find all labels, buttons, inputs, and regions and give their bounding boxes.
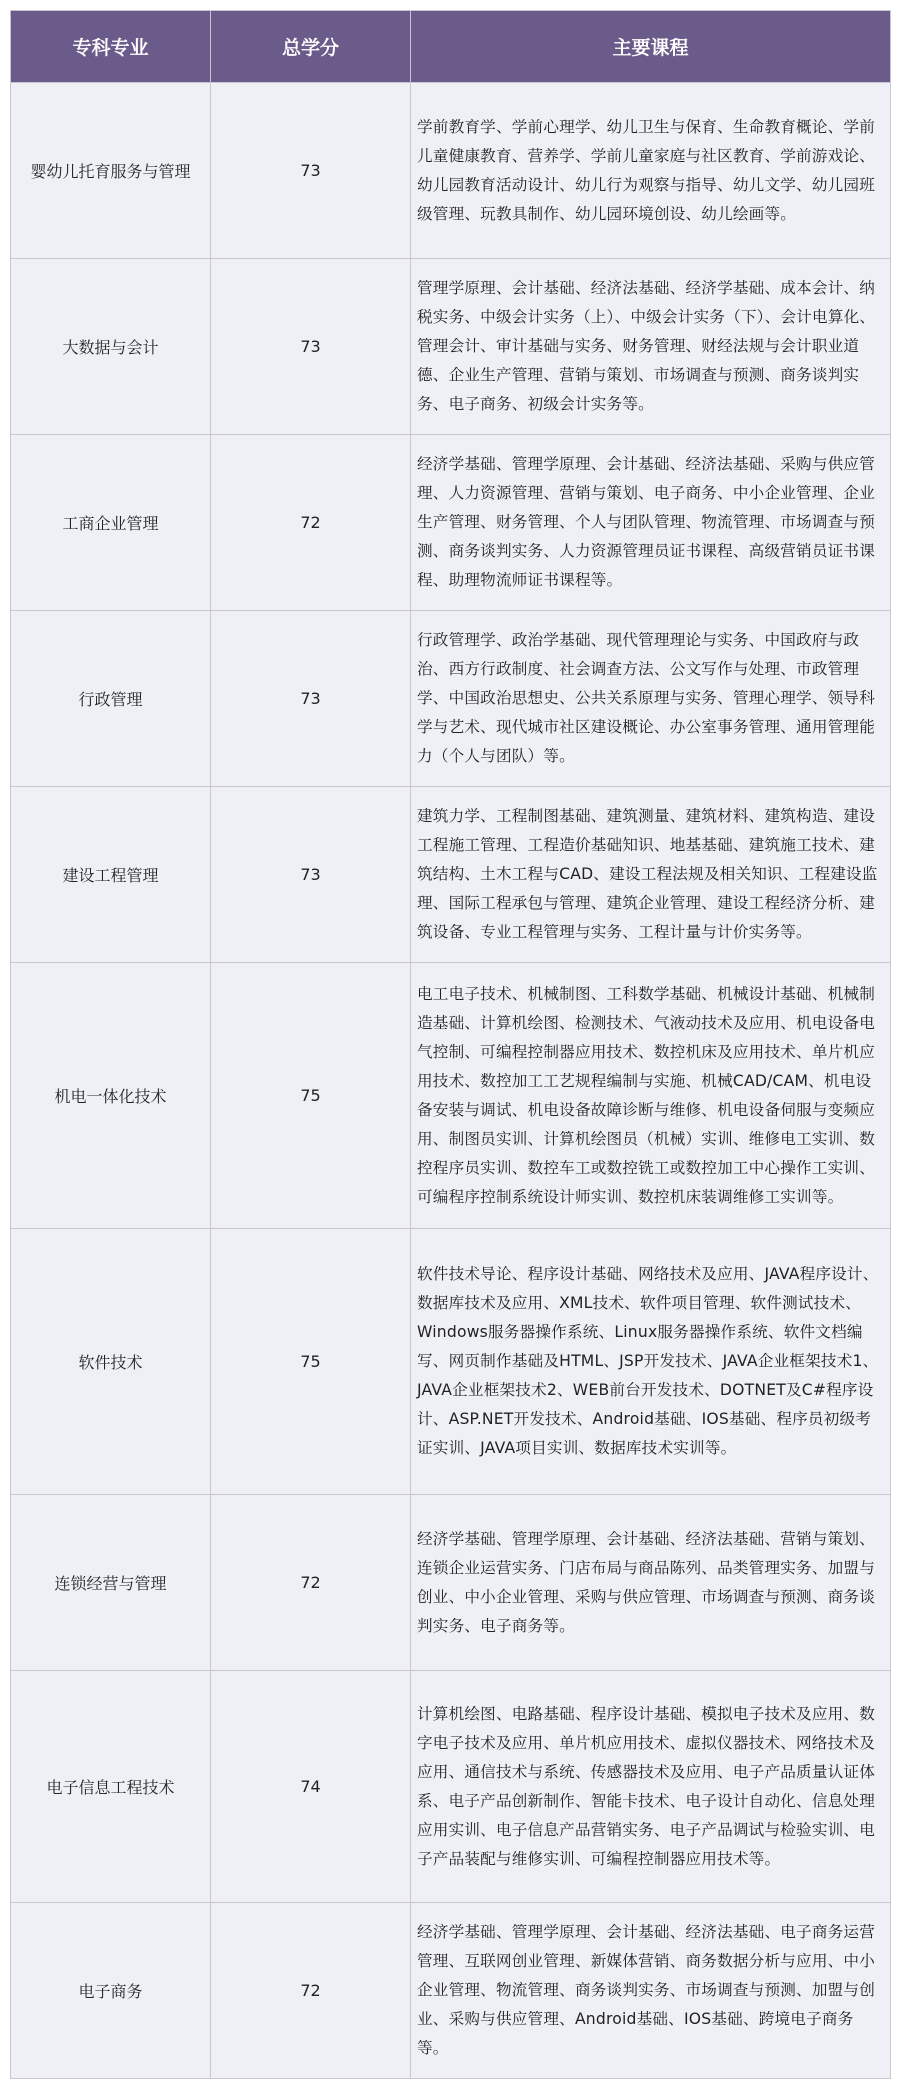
header-major: 专科专业 — [11, 11, 211, 83]
table-row — [11, 1229, 891, 1495]
credits-cell: 72 — [211, 1903, 411, 2079]
credits-cell: 73 — [211, 787, 411, 963]
table-row — [11, 1495, 891, 1671]
major-cell: 工商企业管理 — [11, 435, 211, 611]
credits-cell: 73 — [211, 259, 411, 435]
table-row — [11, 1671, 891, 1903]
table-row — [11, 83, 891, 259]
table-row — [11, 435, 891, 611]
table-row — [11, 611, 891, 787]
credits-cell: 72 — [211, 435, 411, 611]
credits-cell: 75 — [211, 963, 411, 1229]
table-header-row — [11, 11, 891, 83]
table-row — [11, 1903, 891, 2079]
header-credits: 总学分 — [211, 11, 411, 83]
header-courses: 主要课程 — [411, 11, 891, 83]
courses-cell: 经济学基础、管理学原理、会计基础、经济法基础、营销与策划、连锁企业运营实务、门店布局与商品陈列、品类管理实务、加盟与创业、中小企业管理、采购与供应管理、市场调查与预测、商务谈判实务、电子商务等。 — [411, 1495, 891, 1671]
courses-cell: 软件技术导论、程序设计基础、网络技术及应用、JAVA程序设计、数据库技术及应用、XML技术、软件项目管理、软件测试技术、Windows服务器操作系统、Linux服务器操作系统、软件文档编写、网页制作基础及HTML、JSP开发技术、JAVA企业框架技术1、JAVA企业框架技术2、WEB前台开发技术、DOTNET及C#程序设计、ASP.NET开发技术、Android基础、IOS基础、程序员初级考证实训、JAVA项目实训、数据库技术实训等。 — [411, 1229, 891, 1495]
courses-cell: 电工电子技术、机械制图、工科数学基础、机械设计基础、机械制造基础、计算机绘图、检测技术、气液动技术及应用、机电设备电气控制、可编程控制器应用技术、数控机床及应用技术、单片机应用技术、数控加工工艺规程编制与实施、机械CAD/CAM、机电设备安装与调试、机电设备故障诊断与维修、机电设备伺服与变频应用、制图员实训、计算机绘图员（机械）实训、维修电工实训、数控程序员实训、数控车工或数控铣工或数控加工中心操作工实训、可编程序控制系统设计师实训、数控机床装调维修工实训等。 — [411, 963, 891, 1229]
major-cell: 软件技术 — [11, 1229, 211, 1495]
major-cell: 婴幼儿托育服务与管理 — [11, 83, 211, 259]
major-cell: 建设工程管理 — [11, 787, 211, 963]
courses-cell: 计算机绘图、电路基础、程序设计基础、模拟电子技术及应用、数字电子技术及应用、单片机应用技术、虚拟仪器技术、网络技术及应用、通信技术与系统、传感器技术及应用、电子产品质量认证体系、电子产品创新制作、智能卡技术、电子设计自动化、信息处理应用实训、电子信息产品营销实务、电子产品调试与检验实训、电子产品装配与维修实训、可编程控制器应用技术等。 — [411, 1671, 891, 1903]
major-cell: 大数据与会计 — [11, 259, 211, 435]
credits-cell: 73 — [211, 611, 411, 787]
courses-cell: 学前教育学、学前心理学、幼儿卫生与保育、生命教育概论、学前儿童健康教育、营养学、学前儿童家庭与社区教育、学前游戏论、幼儿园教育活动设计、幼儿行为观察与指导、幼儿文学、幼儿园班级管理、玩教具制作、幼儿园环境创设、幼儿绘画等。 — [411, 83, 891, 259]
credits-cell: 72 — [211, 1495, 411, 1671]
major-cell: 行政管理 — [11, 611, 211, 787]
major-cell: 连锁经营与管理 — [11, 1495, 211, 1671]
courses-cell: 经济学基础、管理学原理、会计基础、经济法基础、采购与供应管理、人力资源管理、营销与策划、电子商务、中小企业管理、企业生产管理、财务管理、个人与团队管理、物流管理、市场调查与预测、商务谈判实务、人力资源管理员证书课程、高级营销员证书课程、助理物流师证书课程等。 — [411, 435, 891, 611]
major-cell: 电子商务 — [11, 1903, 211, 2079]
courses-cell: 经济学基础、管理学原理、会计基础、经济法基础、电子商务运营管理、互联网创业管理、新媒体营销、商务数据分析与应用、中小企业管理、物流管理、商务谈判实务、市场调查与预测、加盟与创业、采购与供应管理、Android基础、IOS基础、跨境电子商务等。 — [411, 1903, 891, 2079]
courses-cell: 建筑力学、工程制图基础、建筑测量、建筑材料、建筑构造、建设工程施工管理、工程造价基础知识、地基基础、建筑施工技术、建筑结构、土木工程与CAD、建设工程法规及相关知识、工程建设监理、国际工程承包与管理、建筑企业管理、建设工程经济分析、建筑设备、专业工程管理与实务、工程计量与计价实务等。 — [411, 787, 891, 963]
table-row — [11, 787, 891, 963]
major-cell: 机电一体化技术 — [11, 963, 211, 1229]
credits-cell: 75 — [211, 1229, 411, 1495]
courses-cell: 行政管理学、政治学基础、现代管理理论与实务、中国政府与政治、西方行政制度、社会调查方法、公文写作与处理、市政管理学、中国政治思想史、公共关系原理与实务、管理心理学、领导科学与艺术、现代城市社区建设概论、办公室事务管理、通用管理能力（个人与团队）等。 — [411, 611, 891, 787]
course-table-container — [10, 10, 890, 2079]
courses-cell: 管理学原理、会计基础、经济法基础、经济学基础、成本会计、纳税实务、中级会计实务（上）、中级会计实务（下）、会计电算化、管理会计、审计基础与实务、财务管理、财经法规与会计职业道德、企业生产管理、营销与策划、市场调查与预测、商务谈判实务、电子商务、初级会计实务等。 — [411, 259, 891, 435]
table-row — [11, 259, 891, 435]
course-table — [10, 10, 891, 2079]
major-cell: 电子信息工程技术 — [11, 1671, 211, 1903]
table-row — [11, 963, 891, 1229]
credits-cell: 73 — [211, 83, 411, 259]
credits-cell: 74 — [211, 1671, 411, 1903]
